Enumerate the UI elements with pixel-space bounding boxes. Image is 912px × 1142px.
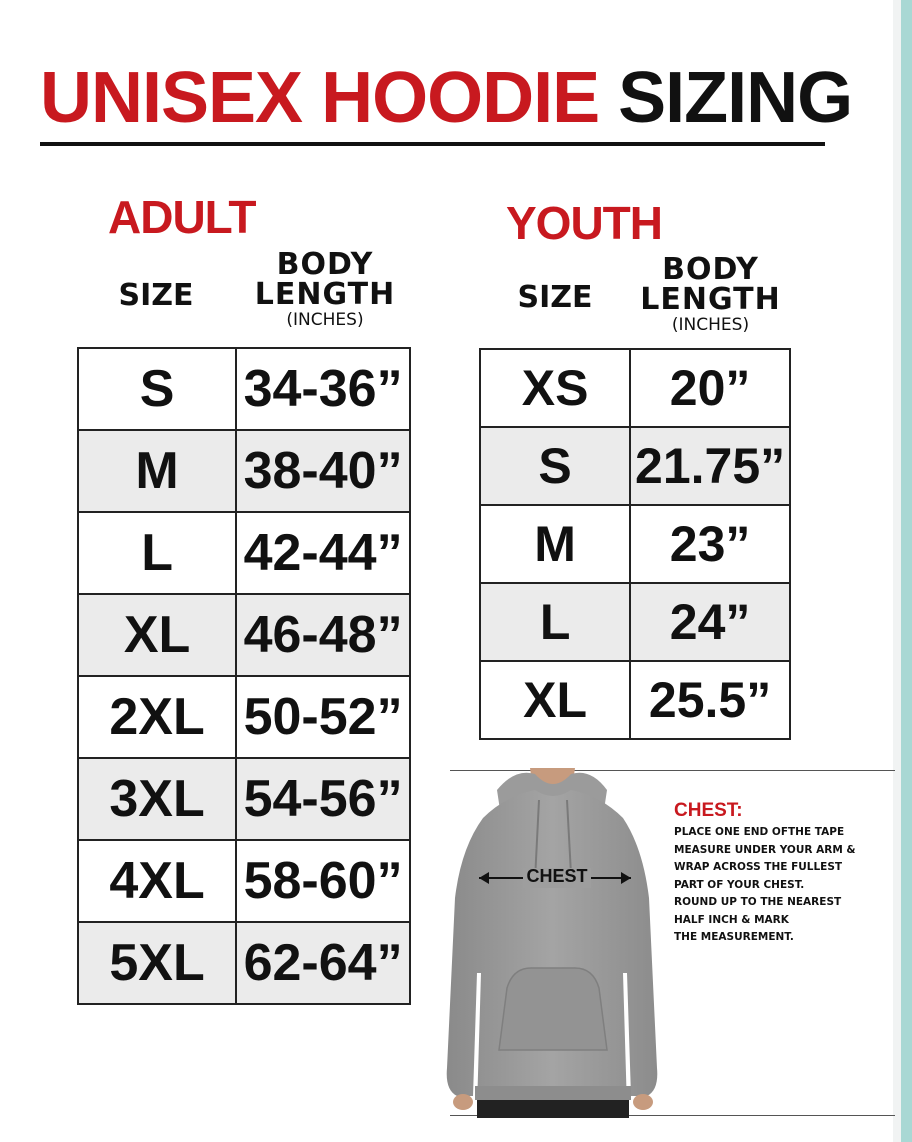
table-row: [78, 348, 410, 430]
length-cell: 34-36”: [236, 348, 410, 430]
length-cell: 54-56”: [236, 758, 410, 840]
size-cell: XL: [78, 594, 236, 676]
chest-instruction-line: PLACE ONE END OFTHE TAPE: [674, 826, 845, 838]
length-cell: 50-52”: [236, 676, 410, 758]
adult-size-table: [77, 347, 411, 1005]
length-cell: 62-64”: [236, 922, 410, 1004]
length-cell: 21.75”: [630, 427, 790, 505]
table-row: [78, 922, 410, 1004]
size-cell: L: [480, 583, 630, 661]
table-row: [480, 427, 790, 505]
youth-length-unit: (INCHES): [671, 315, 750, 335]
table-row: [480, 661, 790, 739]
chest-heading: CHEST:: [674, 800, 743, 821]
length-cell: 25.5”: [630, 661, 790, 739]
hoodie-graphic: [435, 768, 670, 1118]
size-cell: 3XL: [78, 758, 236, 840]
length-cell: 42-44”: [236, 512, 410, 594]
length-cell: 58-60”: [236, 840, 410, 922]
table-row: [480, 505, 790, 583]
chest-instruction-line: PART OF YOUR CHEST.: [674, 878, 805, 891]
title-underline: [40, 142, 825, 146]
title-black-part: SIZING: [618, 58, 853, 138]
size-cell: M: [78, 430, 236, 512]
hoodie-illustration: [435, 768, 670, 1118]
length-cell: 23”: [630, 505, 790, 583]
chest-instruction-line: HALF INCH & MARK: [674, 913, 789, 926]
adult-length-unit: (INCHES): [286, 310, 364, 330]
size-cell: L: [78, 512, 236, 594]
page-edge-accent: [901, 0, 912, 1142]
page-title: [40, 58, 853, 138]
chest-instruction-line: WRAP ACROSS THE FULLEST: [674, 861, 843, 873]
size-cell: S: [480, 427, 630, 505]
table-row: [78, 676, 410, 758]
table-row: [480, 349, 790, 427]
size-cell: XL: [480, 661, 630, 739]
chest-diagram-label: CHEST: [526, 866, 588, 886]
adult-length-header-line1: BODY: [276, 247, 374, 282]
length-cell: 38-40”: [236, 430, 410, 512]
youth-size-table: [479, 348, 791, 740]
table-row: [78, 512, 410, 594]
size-cell: 4XL: [78, 840, 236, 922]
chest-instruction-line: ROUND UP TO THE NEAREST: [674, 896, 842, 908]
size-cell: 5XL: [78, 922, 236, 1004]
size-cell: M: [480, 505, 630, 583]
youth-length-header-line1: BODY: [662, 252, 759, 287]
chest-instructions: [674, 824, 874, 947]
length-cell: 46-48”: [236, 594, 410, 676]
table-row: [78, 840, 410, 922]
adult-section-label: ADULT: [108, 191, 256, 243]
youth-length-header: [628, 252, 793, 335]
youth-length-header-line2: LENGTH: [640, 282, 781, 317]
adult-length-header-line2: LENGTH: [254, 277, 396, 312]
table-row: [480, 583, 790, 661]
length-cell: 24”: [630, 583, 790, 661]
chest-instruction-line: THE MEASUREMENT.: [674, 931, 794, 943]
adult-size-header: SIZE: [118, 278, 194, 313]
size-cell: S: [78, 348, 236, 430]
title-red-part: UNISEX HOODIE: [40, 58, 600, 138]
chest-instruction-line: MEASURE UNDER YOUR ARM &: [674, 843, 856, 856]
size-cell: XS: [480, 349, 630, 427]
length-cell: 20”: [630, 349, 790, 427]
page-edge-strip: [893, 0, 912, 1142]
youth-section-label: YOUTH: [506, 197, 662, 249]
youth-size-header: SIZE: [517, 280, 593, 315]
table-row: [78, 430, 410, 512]
adult-length-header: [240, 247, 410, 330]
size-cell: 2XL: [78, 676, 236, 758]
table-row: [78, 758, 410, 840]
table-row: [78, 594, 410, 676]
